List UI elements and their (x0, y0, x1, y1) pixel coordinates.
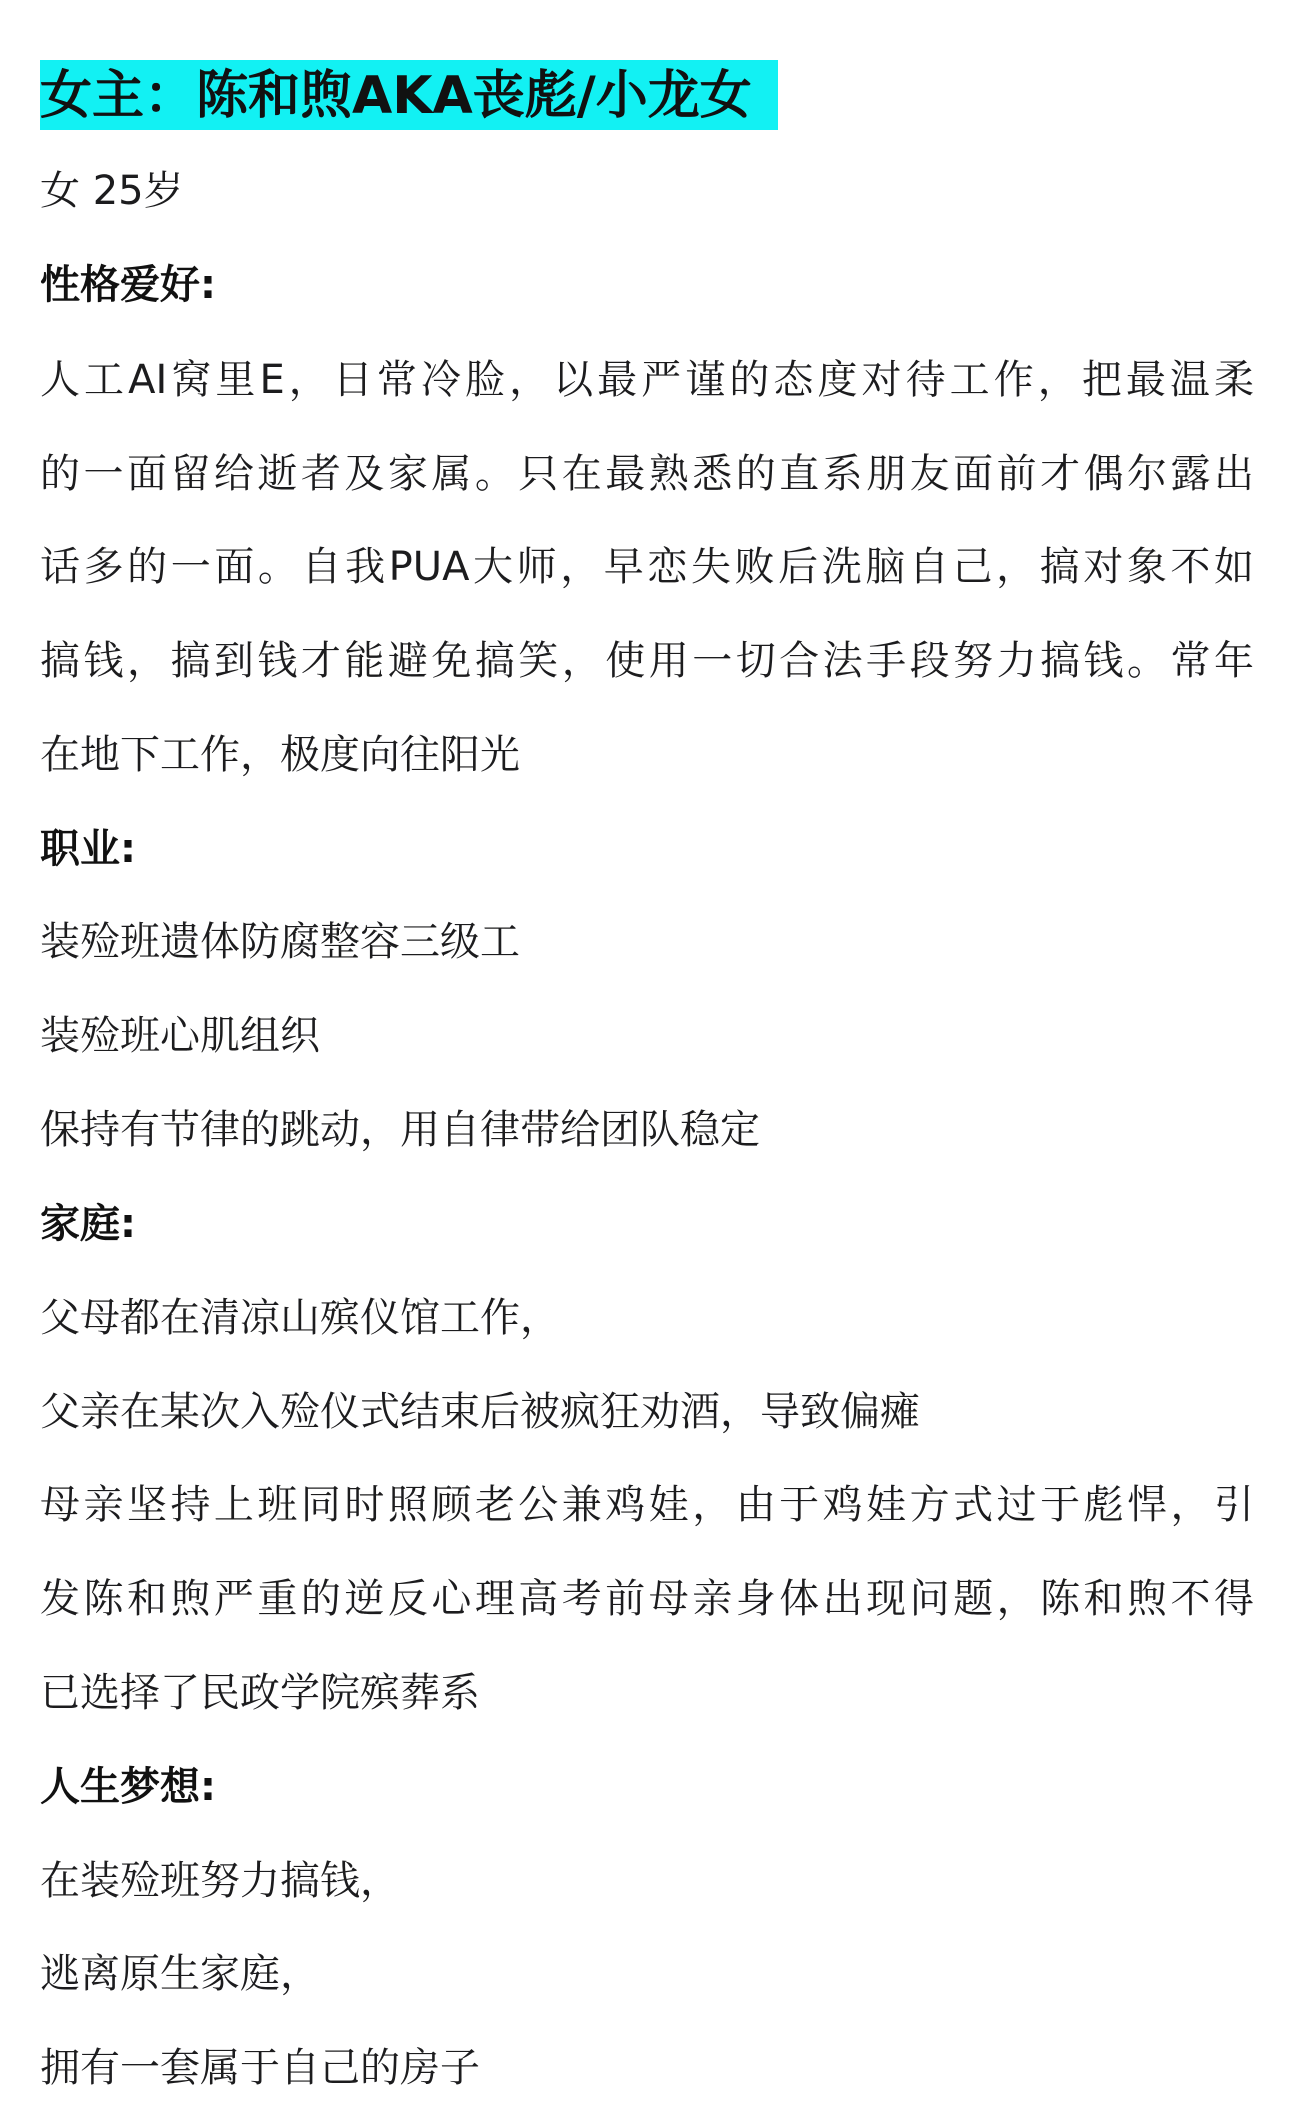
gender-age: 女 25岁 (40, 168, 184, 214)
family-line: 母亲坚持上班同时照顾老公兼鸡娃，由于鸡娃方式过于彪悍，引 (40, 1482, 1254, 1528)
family-line: 发陈和煦严重的逆反心理高考前母亲身体出现问题，陈和煦不得 (40, 1576, 1254, 1622)
occupation-heading: 职业: (40, 826, 136, 872)
personality-line: 话多的一面。自我PUA大师，早恋失败后洗脑自己，搞对象不如 (40, 544, 1254, 590)
family-heading: 家庭: (40, 1201, 136, 1247)
family-line: 父母都在清凉山殡仪馆工作， (40, 1295, 560, 1341)
personality-line: 人工AI窝里E，日常冷脸，以最严谨的态度对待工作，把最温柔 (40, 357, 1254, 403)
personality-line: 搞钱，搞到钱才能避免搞笑，使用一切合法手段努力搞钱。常年 (40, 638, 1254, 684)
dream-heading: 人生梦想: (40, 1764, 216, 1810)
occupation-line: 装殓班遗体防腐整容三级工 (40, 919, 520, 965)
dream-line: 在装殓班努力搞钱， (40, 1858, 400, 1904)
personality-line: 的一面留给逝者及家属。只在最熟悉的直系朋友面前才偶尔露出 (40, 451, 1254, 497)
personality-heading: 性格爱好: (40, 262, 216, 308)
personality-line: 在地下工作，极度向往阳光 (40, 732, 520, 778)
occupation-line: 装殓班心肌组织 (40, 1013, 320, 1059)
family-line: 父亲在某次入殓仪式结束后被疯狂劝酒，导致偏瘫 (40, 1389, 920, 1435)
dream-line: 逃离原生家庭， (40, 1951, 320, 1997)
occupation-line: 保持有节律的跳动，用自律带给团队稳定 (40, 1107, 760, 1153)
family-line: 已选择了民政学院殡葬系 (40, 1670, 480, 1716)
page-title: 女主：陈和煦AKA丧彪/小龙女 (40, 66, 752, 126)
dream-line: 拥有一套属于自己的房子 (40, 2045, 480, 2091)
